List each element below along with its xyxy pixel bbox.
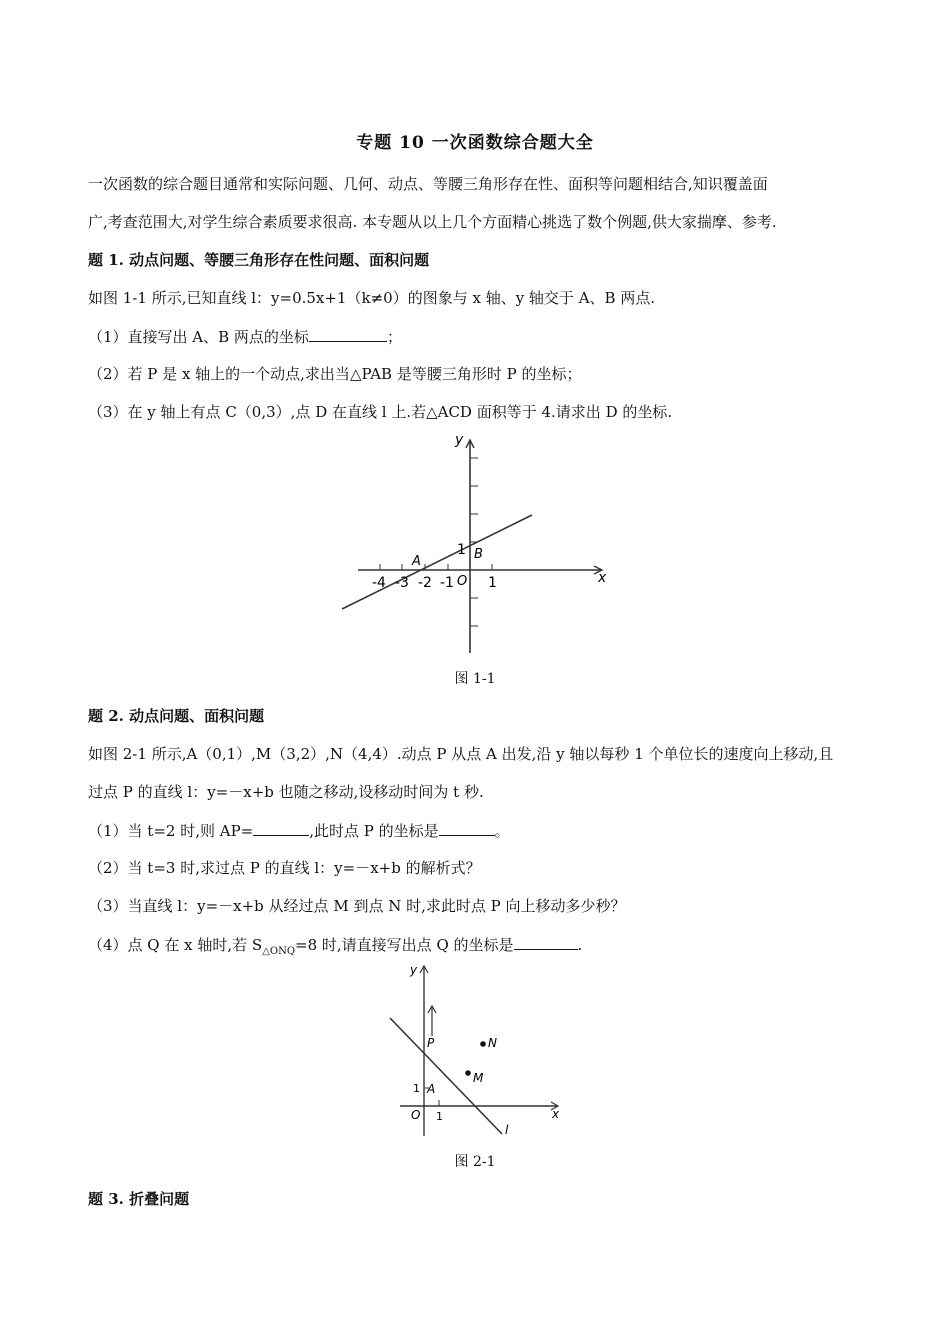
q1-part-3: （3）在 y 轴上有点 C（0,3）,点 D 在直线 l 上.若△ACD 面积等于 4.请求出 D 的坐标. [88, 403, 673, 421]
x-tick-label: 1 [436, 1110, 443, 1123]
y-tick-label: 1 [413, 1082, 420, 1095]
q1-part-1 [88, 325, 402, 348]
q2-part-1-end: 。 [494, 822, 510, 840]
q3-heading: 题 3. 折叠问题 [88, 1190, 190, 1208]
answer-blank [514, 933, 578, 950]
line-l [390, 1018, 502, 1134]
tick-label: -3 [395, 575, 409, 591]
figure-2-1-caption: 图 2-1 [454, 1154, 496, 1170]
q2-heading: 题 2. 动点问题、面积问题 [88, 707, 265, 725]
y-axis-label: y [410, 963, 418, 977]
q2-part-4-text: （4）点 Q 在 x 轴时,若 S [88, 936, 263, 954]
point-p-label: P [427, 1036, 435, 1050]
line-l [342, 515, 532, 609]
point-n-label: N [488, 1036, 497, 1050]
x-axis-label: x [552, 1107, 560, 1121]
figure-1-1-caption: 图 1-1 [454, 671, 496, 687]
q2-part-3: （3）当直线 l：y=－x+b 从经过点 M 到点 N 时,求此时点 P 向上移动多少秒？ [88, 897, 626, 915]
q2-part-4-end: . [577, 936, 583, 954]
answer-blank [253, 819, 309, 836]
y-tick-label: 1 [457, 542, 466, 558]
intro-line-1: 一次函数的综合题目通常和实际问题、几何、动点、等腰三角形存在性、面积等问题相结合,知识覆盖面 [88, 175, 768, 193]
q2-part-2: （2）当 t=3 时,求过点 P 的直线 l：y=－x+b 的解析式？ [88, 859, 481, 877]
point-a-label: A [427, 1082, 436, 1096]
figure-2-1 [384, 958, 564, 1144]
point-n [480, 1041, 486, 1047]
point-m-label: M [473, 1071, 484, 1085]
q2-part-1 [88, 819, 510, 842]
q1-stem: 如图 1-1 所示,已知直线 l：y=0.5x+1（k≠0）的图象与 x 轴、y 轴交于 A、B 两点. [88, 289, 656, 307]
tick-label: 1 [488, 575, 497, 591]
q2-stem-line-2: 过点 P 的直线 l：y=－x+b 也随之移动,设移动时间为 t 秒. [88, 783, 484, 801]
answer-blank [309, 325, 387, 342]
answer-blank [439, 819, 495, 836]
point-b-label: B [474, 547, 483, 562]
q2-part-4-mid: =8 时,请直接写出点 Q 的坐标是 [295, 936, 514, 954]
q2-part-4-subscript: △ONQ [262, 946, 296, 957]
point-m [465, 1070, 471, 1076]
y-axis-label: y [455, 432, 464, 448]
page-title: 专题 10 一次函数综合题大全 [356, 133, 594, 153]
line-l-label: l [505, 1123, 509, 1137]
x-axis-label: x [598, 570, 607, 586]
origin-label: O [457, 574, 468, 589]
intro-line-2: 广,考查范围大,对学生综合素质要求很高. 本专题从以上几个方面精心挑选了数个例题,供大家揣摩、参考. [88, 213, 777, 231]
q1-part-1-text: （1）直接写出 A、B 两点的坐标 [88, 328, 309, 346]
q1-heading: 题 1. 动点问题、等腰三角形存在性问题、面积问题 [88, 251, 430, 269]
q1-part-1-end: ； [386, 328, 402, 346]
tick-label: -1 [440, 575, 454, 591]
q2-part-1-text: （1）当 t=2 时,则 AP= [88, 822, 254, 840]
figure-1-1 [340, 428, 620, 660]
q2-stem-line-1: 如图 2-1 所示,A（0,1）,M（3,2）,N（4,4）.动点 P 从点 A 出发,沿 y 轴以每秒 1 个单位长的速度向上移动,且 [88, 745, 834, 763]
tick-label: -2 [418, 575, 432, 591]
q1-part-2: （2）若 P 是 x 轴上的一个动点,求出当△PAB 是等腰三角形时 P 的坐标； [88, 365, 582, 383]
point-a-label: A [412, 554, 421, 569]
q2-part-1-mid: ,此时点 P 的坐标是 [309, 822, 439, 840]
tick-label: -4 [372, 575, 386, 591]
origin-label: O [411, 1108, 421, 1122]
